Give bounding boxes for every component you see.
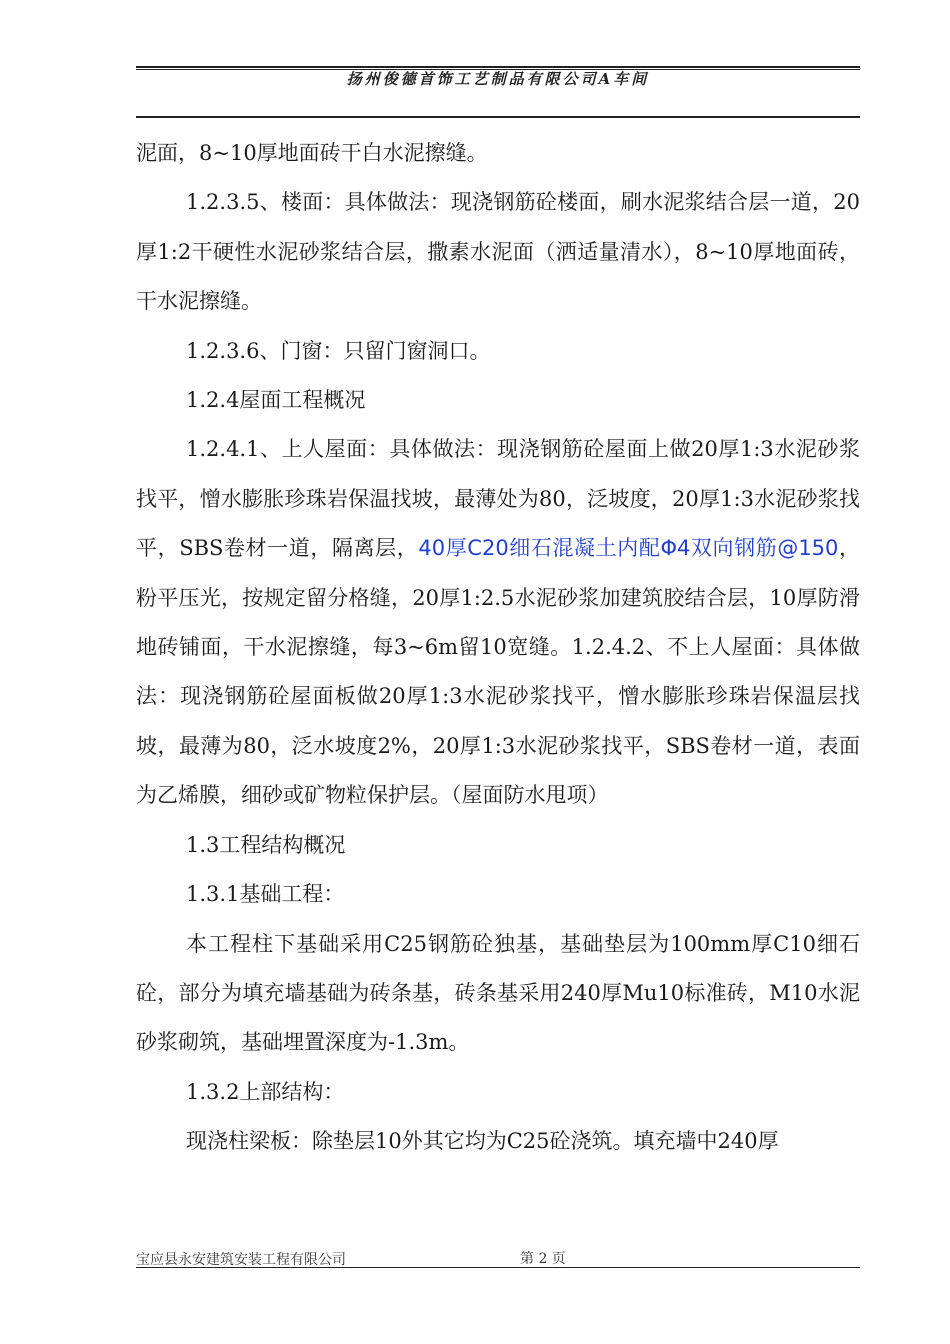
section-heading: 1.2.4屋面工程概况 [186,388,366,413]
highlighted-text: 40厚C20细石混凝土内配Φ4双向钢筋@150 [418,536,839,561]
paragraph: 本工程柱下基础采用C25钢筋砼独基，基础垫层为100mm厚C10细石砼，部分为填充墙基础为砖条基，砖条基采用240厚Mu10标准砖，M10水泥砂浆砌筑，基础埋置深度为-1.3m。 [136,931,860,1055]
section-heading: 1.3工程结构概况 [186,832,346,857]
paragraph [136,425,860,820]
paragraph: 1.2.3.5、楼面：具体做法：现浇钢筋砼楼面，刷水泥浆结合层一道，20厚1:2干硬性水泥砂浆结合层，撒素水泥面（洒适量清水），8~10厚地面砖，干水泥擦缝。 [136,190,860,314]
paragraph-text: 1.2.4.1、上人屋面：具体做法：现浇钢筋砼屋面上做20厚1:3水泥砂浆找平，憎水膨胀珍珠岩保温找坡，最薄处为80，泛坡度，20厚1:3水泥砂浆找平，SBS卷材一道，隔离层， [136,437,860,561]
section-heading: 1.3.2上部结构： [186,1079,345,1104]
header-rule-bottom [136,116,860,118]
paragraph-text: ，粉平压光，按规定留分格缝，20厚1:2.5水泥砂浆加建筑胶结合层，10厚防滑地砖铺面，干水泥擦缝，每3~6m留10宽缝。1.2.4.2、不上人屋面：具体做法：现浇钢筋砼屋面板做20厚1:3水泥砂浆找平，憎水膨胀珍珠岩保温层找坡，最薄为80，泛水坡度2%，20厚1:3水泥砂浆找平，SBS卷材一道，表面为乙烯膜，细砂或矿物粒保护层。（屋面防水甩项） [136,536,861,808]
header-title: 扬州俊德首饰工艺制品有限公司A车间 [346,70,650,88]
paragraph: 泥面，8~10厚地面砖干白水泥擦缝。 [136,141,488,165]
footer-company: 宝应县永安建筑安装工程有限公司 [136,1252,346,1268]
paragraph: 1.2.3.6、门窗：只留门窗洞口。 [186,338,491,363]
paragraph: 现浇柱梁板：除垫层10外其它均为C25砼浇筑。填充墙中240厚 [186,1129,779,1154]
footer-rule [136,1267,860,1268]
page-number: 第 2 页 [520,1251,566,1267]
document-body [136,129,860,1167]
section-heading: 1.3.1基础工程： [186,882,345,907]
